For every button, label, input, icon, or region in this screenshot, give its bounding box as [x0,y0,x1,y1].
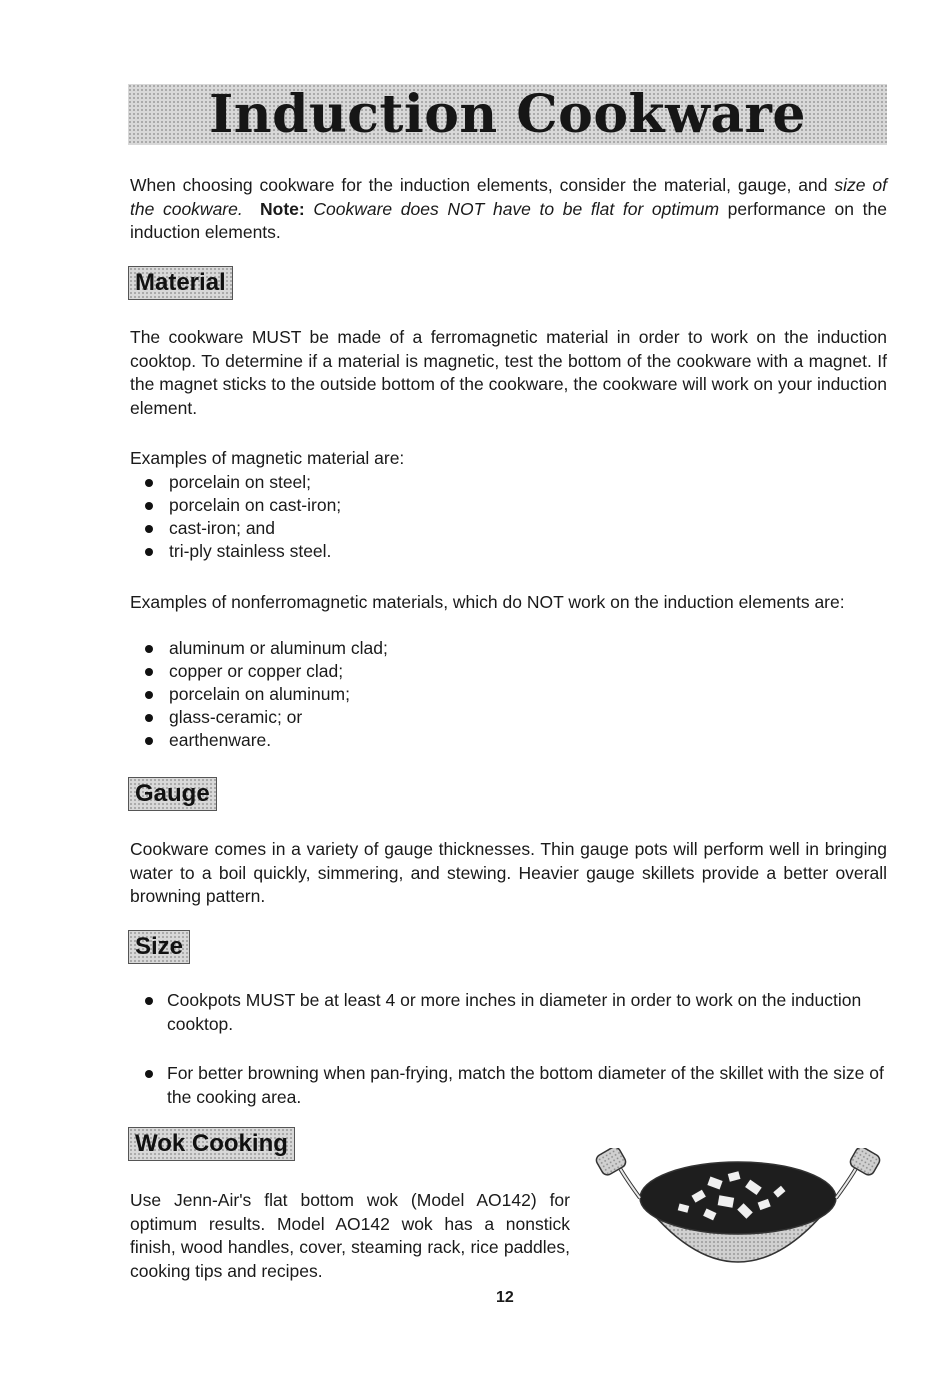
list-item: porcelain on cast-iron; [145,494,341,517]
intro-line-1: When choosing cookware for the induction elements, consider the material, gauge, and [130,175,828,195]
list-item: tri-ply stainless steel. [145,540,341,563]
list-item: copper or copper clad; [145,660,388,683]
note-label: Note: [260,198,305,219]
magnetic-intro-text: Examples of magnetic material are: [130,448,405,468]
gauge-heading-text: Gauge [135,780,210,807]
list-item: cast-iron; and [145,517,341,540]
intro-line-2-start: size of the cookware. [130,175,888,219]
wok-heading-text: Wok Cooking [135,1130,288,1157]
material-heading-text: Material [135,269,226,296]
magnetic-intro [130,447,887,471]
page-number: 12 [496,1289,514,1306]
material-body: The cookware MUST be made of a ferromagnetic material in order to work on the induction cooktop. To determine if a material is magnetic, test the bottom of the cookware with a magnet. If the magnet sticks to the outside bottom of the cookware, the cookware will work on your induction element. [130,327,887,418]
gauge-heading [128,777,217,811]
list-item: porcelain on aluminum; [145,683,388,706]
size-list [145,989,887,1109]
intro-line-2-end: Cookware does NOT have to be flat for optimum [313,198,720,219]
list-item: aluminum or aluminum clad; [145,637,388,660]
list-item: Cookpots MUST be at least 4 or more inches in diameter in order to work on the induction cooktop. [145,989,887,1036]
gauge-body: Cookware comes in a variety of gauge thicknesses. Thin gauge pots will perform well in bringing water to a boil quickly, simmering, and stewing. Heavier gauge skillets provide a better overall browning pattern. [130,839,887,906]
intro-paragraph [130,174,887,245]
wok-body: Use Jenn-Air's flat bottom wok (Model AO142) for optimum results. Model AO142 wok has a nonstick finish, wood handles, cover, steaming rack, rice paddles, cooking tips and recipes. [130,1190,570,1281]
list-item: porcelain on steel; [145,471,341,494]
list-item: For better browning when pan-frying, match the bottom diameter of the skillet with the size of the cooking area. [145,1062,887,1109]
intro-line-3: performance on the induction elements. [130,198,887,242]
size-heading-text: Size [135,933,184,960]
wok-illustration [588,1148,888,1298]
page-title: Induction Cookware [208,84,807,145]
nonferro-intro: Examples of nonferromagnetic materials, which do NOT work on the induction elements are: [130,592,845,612]
wok-heading [128,1127,295,1161]
size-heading [128,930,190,964]
title-banner [128,84,887,145]
magnetic-list [145,471,341,563]
list-item: earthenware. [145,729,388,752]
nonferro-list [145,637,388,752]
list-item: glass-ceramic; or [145,706,388,729]
material-heading [128,266,233,300]
